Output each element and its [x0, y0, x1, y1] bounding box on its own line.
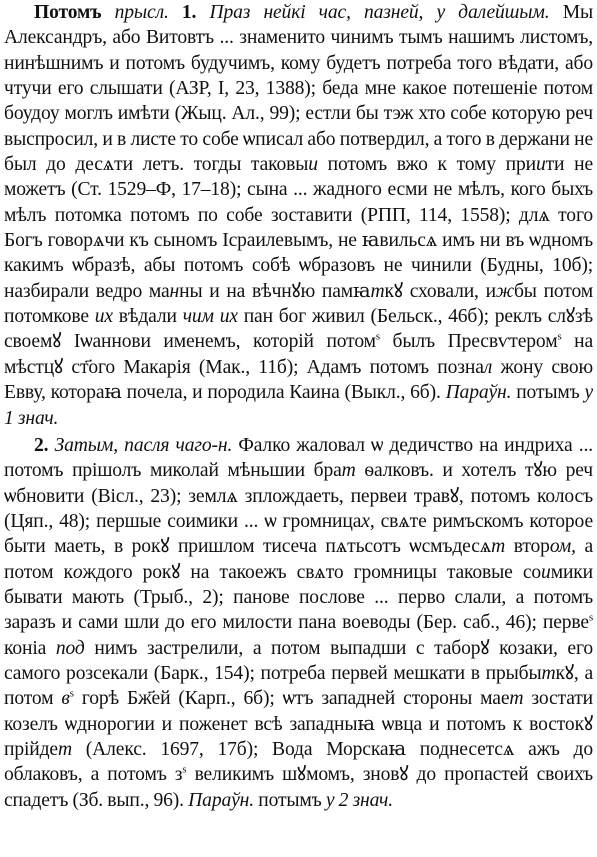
text-fragment: мики бывати мають (Трыб., 2); панове послове ... перво слали, а потомъ заразъ и сами шли до его милости пана воеводы (Бер. саб., 46); перве: [4, 561, 593, 634]
text-fragment: (Алекс. 1697, 17б); Вода Морскаꙗ поднесетсѧ ажъ до облаковъ, а потомъ з: [4, 738, 593, 786]
headword: Потомъ: [34, 2, 102, 23]
italic-fragment: н: [169, 280, 180, 302]
text-fragment: Мы Александръ, або Витовтъ ... знаменито чинимъ тымъ нашимъ листомъ, нинѣшнимъ и потомъ будучимъ, кому будетъ потреба того вѣдати, або чтучи его слышати (АЗР, I, 23, 1388); беда мне какое потешеніе потом боудоу моглъ имѣти (Жыц. Ал., 99); естли бы тэж хто собе которую реч выспросил, и в листе то собе ѡписал або потвердил, а того в держани не был до десѧти летъ. тогды таковы: [4, 2, 593, 176]
sense-1-paragraph: [4, 0, 593, 431]
text-fragment: , свѧте римъскомъ которое быти маеть, в рокꙋ пришлом тисеча пѧтьсотъ ѡсмъдесѧ: [4, 510, 593, 558]
italic-fragment: и: [308, 154, 318, 176]
text-fragment: на мѣстцꙋ ст҃ого Макарія (Мак., 11б); Адамъ потомъ позна: [4, 331, 593, 378]
sense-text: [4, 435, 593, 811]
text-fragment: ти не можетъ (Ст. 1529–Ф, 17–18); сына ... жадного есми не мѣлъ, кого быхъ мѣлъ потомка потомъ по собе зоставити (РПП, 114, 1558); длѧ того Богъ говорѧчи къ сыномъ Ісраилевымъ, не ꙗвильсѧ имъ ни въ ѡдномъ какимъ ѡбразѣ, абы потомъ собѣ ѡбразовъ не чинили (Будны, 10б); назбирали ведро ма: [4, 154, 593, 302]
italic-fragment: т: [541, 662, 556, 684]
italic-fragment: л: [483, 356, 493, 378]
text-fragment: былъ Пресвѵтером: [379, 331, 558, 353]
italic-fragment: их: [94, 306, 113, 328]
italic-fragment: т: [491, 536, 506, 558]
part-of-speech: прысл.: [114, 2, 169, 23]
italic-fragment: у 1 знач.: [4, 382, 593, 429]
text-fragment: кꙋ, а потом: [4, 662, 593, 710]
italic-fragment: т: [370, 280, 385, 302]
text-fragment: втор: [505, 536, 550, 558]
italic-fragment: т: [509, 688, 524, 710]
text-fragment: ждого рокꙋ на такоежъ свѧто громницы таковые со: [82, 561, 542, 583]
text-fragment: кꙋ сховали, и: [384, 280, 496, 302]
text-fragment: зостати козелъ ѡднорогии и поженет всѣ западныꙗ ѡвца и потомъ к востокꙋ прійде: [4, 688, 593, 760]
superscript-mark: s: [69, 687, 74, 700]
italic-fragment: х: [361, 510, 370, 532]
text-fragment: , а потом к: [4, 536, 593, 583]
italic-fragment: Параўн.: [188, 789, 254, 811]
text-fragment: пан бог живил (Бельск., 46б); реклъ слꙋзѣ своемꙋ Іѡаннови именемъ, которій потом: [4, 306, 593, 353]
sense-number: 2.: [34, 434, 49, 456]
text-fragment: ѳалковъ. и хотелъ тꙋю реч ѡбновити (Вісл., 23); землѧ зплождаеть, первеи травꙋ, потомъ колосъ (Цяп., 48); першые соимики ... ѡ громница: [4, 460, 593, 532]
superscript-mark: s: [182, 763, 187, 776]
text-fragment: великимъ шꙋмомъ, зновꙋ до пропастей своихъ спадетъ (Зб. вып., 96).: [4, 764, 593, 811]
text-fragment: горѣ Бж҃ей (Карп., 6б); ѡтъ западней стороны мае: [73, 688, 510, 710]
text-fragment: ны и на вѣчнꙋю памꙗ: [179, 280, 371, 302]
text-fragment: вѣдали: [112, 306, 183, 328]
sense-text: [4, 2, 593, 429]
dictionary-page: [4, 0, 593, 857]
superscript-mark: s: [588, 611, 593, 624]
italic-fragment: у 2 знач.: [325, 789, 393, 811]
text-fragment: коніа: [4, 637, 56, 659]
sense-number: 1.: [181, 2, 197, 23]
superscript-mark: s: [375, 330, 380, 343]
text-fragment: жону свою Евву, котораꙗ почела, и породила Каина (Выкл., 6б).: [4, 356, 593, 404]
text-fragment: потымъ: [253, 789, 326, 811]
italic-fragment: т: [341, 460, 356, 482]
text-fragment: бы потом потомкове: [4, 280, 593, 328]
italic-fragment: ом: [549, 536, 572, 558]
italic-fragment: о: [72, 561, 83, 583]
text-fragment: нимъ застрелили, а потом выпадши с таборꙋ козаки, его самого розсекали (Барк., 154); потреба первей мешкати в прыбы: [4, 637, 593, 684]
italic-fragment: и: [535, 154, 546, 176]
text-fragment: потымъ: [511, 382, 585, 404]
italic-fragment: Затым, пасля чаго-н.: [54, 434, 233, 456]
italic-fragment: чим их: [182, 306, 238, 328]
italic-fragment: Праз нейкі час, пазней, у далейшым.: [209, 2, 550, 23]
sense-2-paragraph: [4, 433, 593, 813]
superscript-mark: s: [557, 330, 562, 343]
italic-fragment: т: [57, 738, 72, 760]
italic-fragment: в: [61, 688, 70, 710]
text-fragment: Фалко жаловал ѡ дедичство на индриха ... потомъ прішолъ миколай мѣньшии бра: [4, 434, 593, 482]
italic-fragment: Параўн.: [445, 382, 512, 404]
italic-fragment: и: [541, 561, 551, 583]
text-fragment: потомъ вжо к тому при: [317, 154, 536, 176]
italic-fragment: под: [55, 637, 85, 659]
italic-fragment: ж: [495, 280, 514, 302]
